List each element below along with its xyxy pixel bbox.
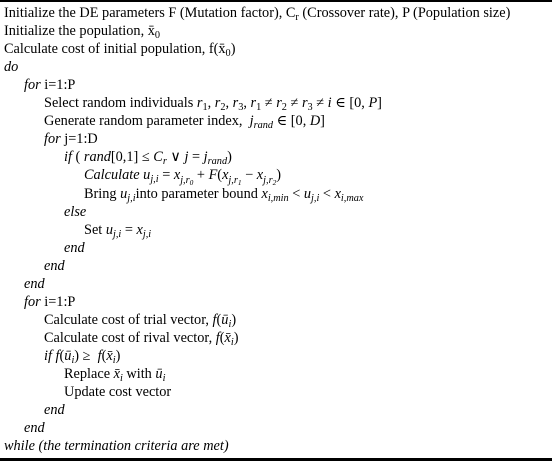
line-do: do [4, 59, 19, 76]
line-end-if-compare: end [44, 402, 65, 419]
line-set-u: Set $u_{j,i} = x_{j,i}$ [84, 221, 152, 240]
line-cost-trial: Calculate cost of trial vector, $f(ū_i)$ [44, 311, 237, 330]
line-init-population: Initialize the population, $x̄_0$ [4, 23, 161, 42]
line-if-crossover: if ( rand[0,1] ≤ $C_r$ ∨ $j = j_{rand}$) [64, 149, 232, 168]
line-end-for-selection: end [24, 420, 45, 437]
line-for-dimension: for j=1:D [44, 131, 98, 148]
line-end-for-population: end [24, 275, 45, 292]
top-rule [0, 0, 552, 2]
line-cost-initial: Calculate cost of initial population, $f(x̄_0)$ [4, 41, 236, 60]
line-end-for-dimension: end [44, 257, 65, 274]
line-if-compare: if $f(ū_i)$ ≥ $f(x̄_i)$ [44, 347, 121, 367]
line-while: while (the termination criteria are met) [4, 438, 229, 455]
line-init-params: Initialize the DE parameters F (Mutation factor), $C_r$ (Crossover rate), P (Population size) [4, 5, 511, 24]
line-update-cost: Update cost vector [64, 384, 172, 401]
line-calculate-mutant: Calculate $u_{j,i} = x_{j,r_0} + F(x_{j,r_1} - x_{j,r_2})$ [84, 167, 282, 187]
line-bring-bound: Bring $u_{j,i}into$ parameter bound $x_{i,min} < u_{j,i} < x_{i,max}$ [84, 185, 364, 204]
line-replace: Replace $x̄_i$ with $ū_i$ [64, 366, 166, 385]
line-end-if: end [64, 239, 85, 256]
line-generate-index: Generate random parameter index, $j_{rand}$ ∈ [0, D] [44, 113, 325, 132]
bottom-rule [0, 458, 552, 461]
line-else: else [64, 203, 87, 220]
line-select-random: Select random individuals $r_1$, $r_2$, $r_3$, $r_1 \ne r_2 \ne r_3 \ne i$ ∈ [0, P] [44, 95, 382, 114]
line-for-population: for i=1:P [24, 77, 76, 94]
line-cost-rival: Calculate cost of rival vector, $f(x̄_i)$ [44, 329, 239, 348]
line-for-selection: for i=1:P [24, 293, 76, 310]
